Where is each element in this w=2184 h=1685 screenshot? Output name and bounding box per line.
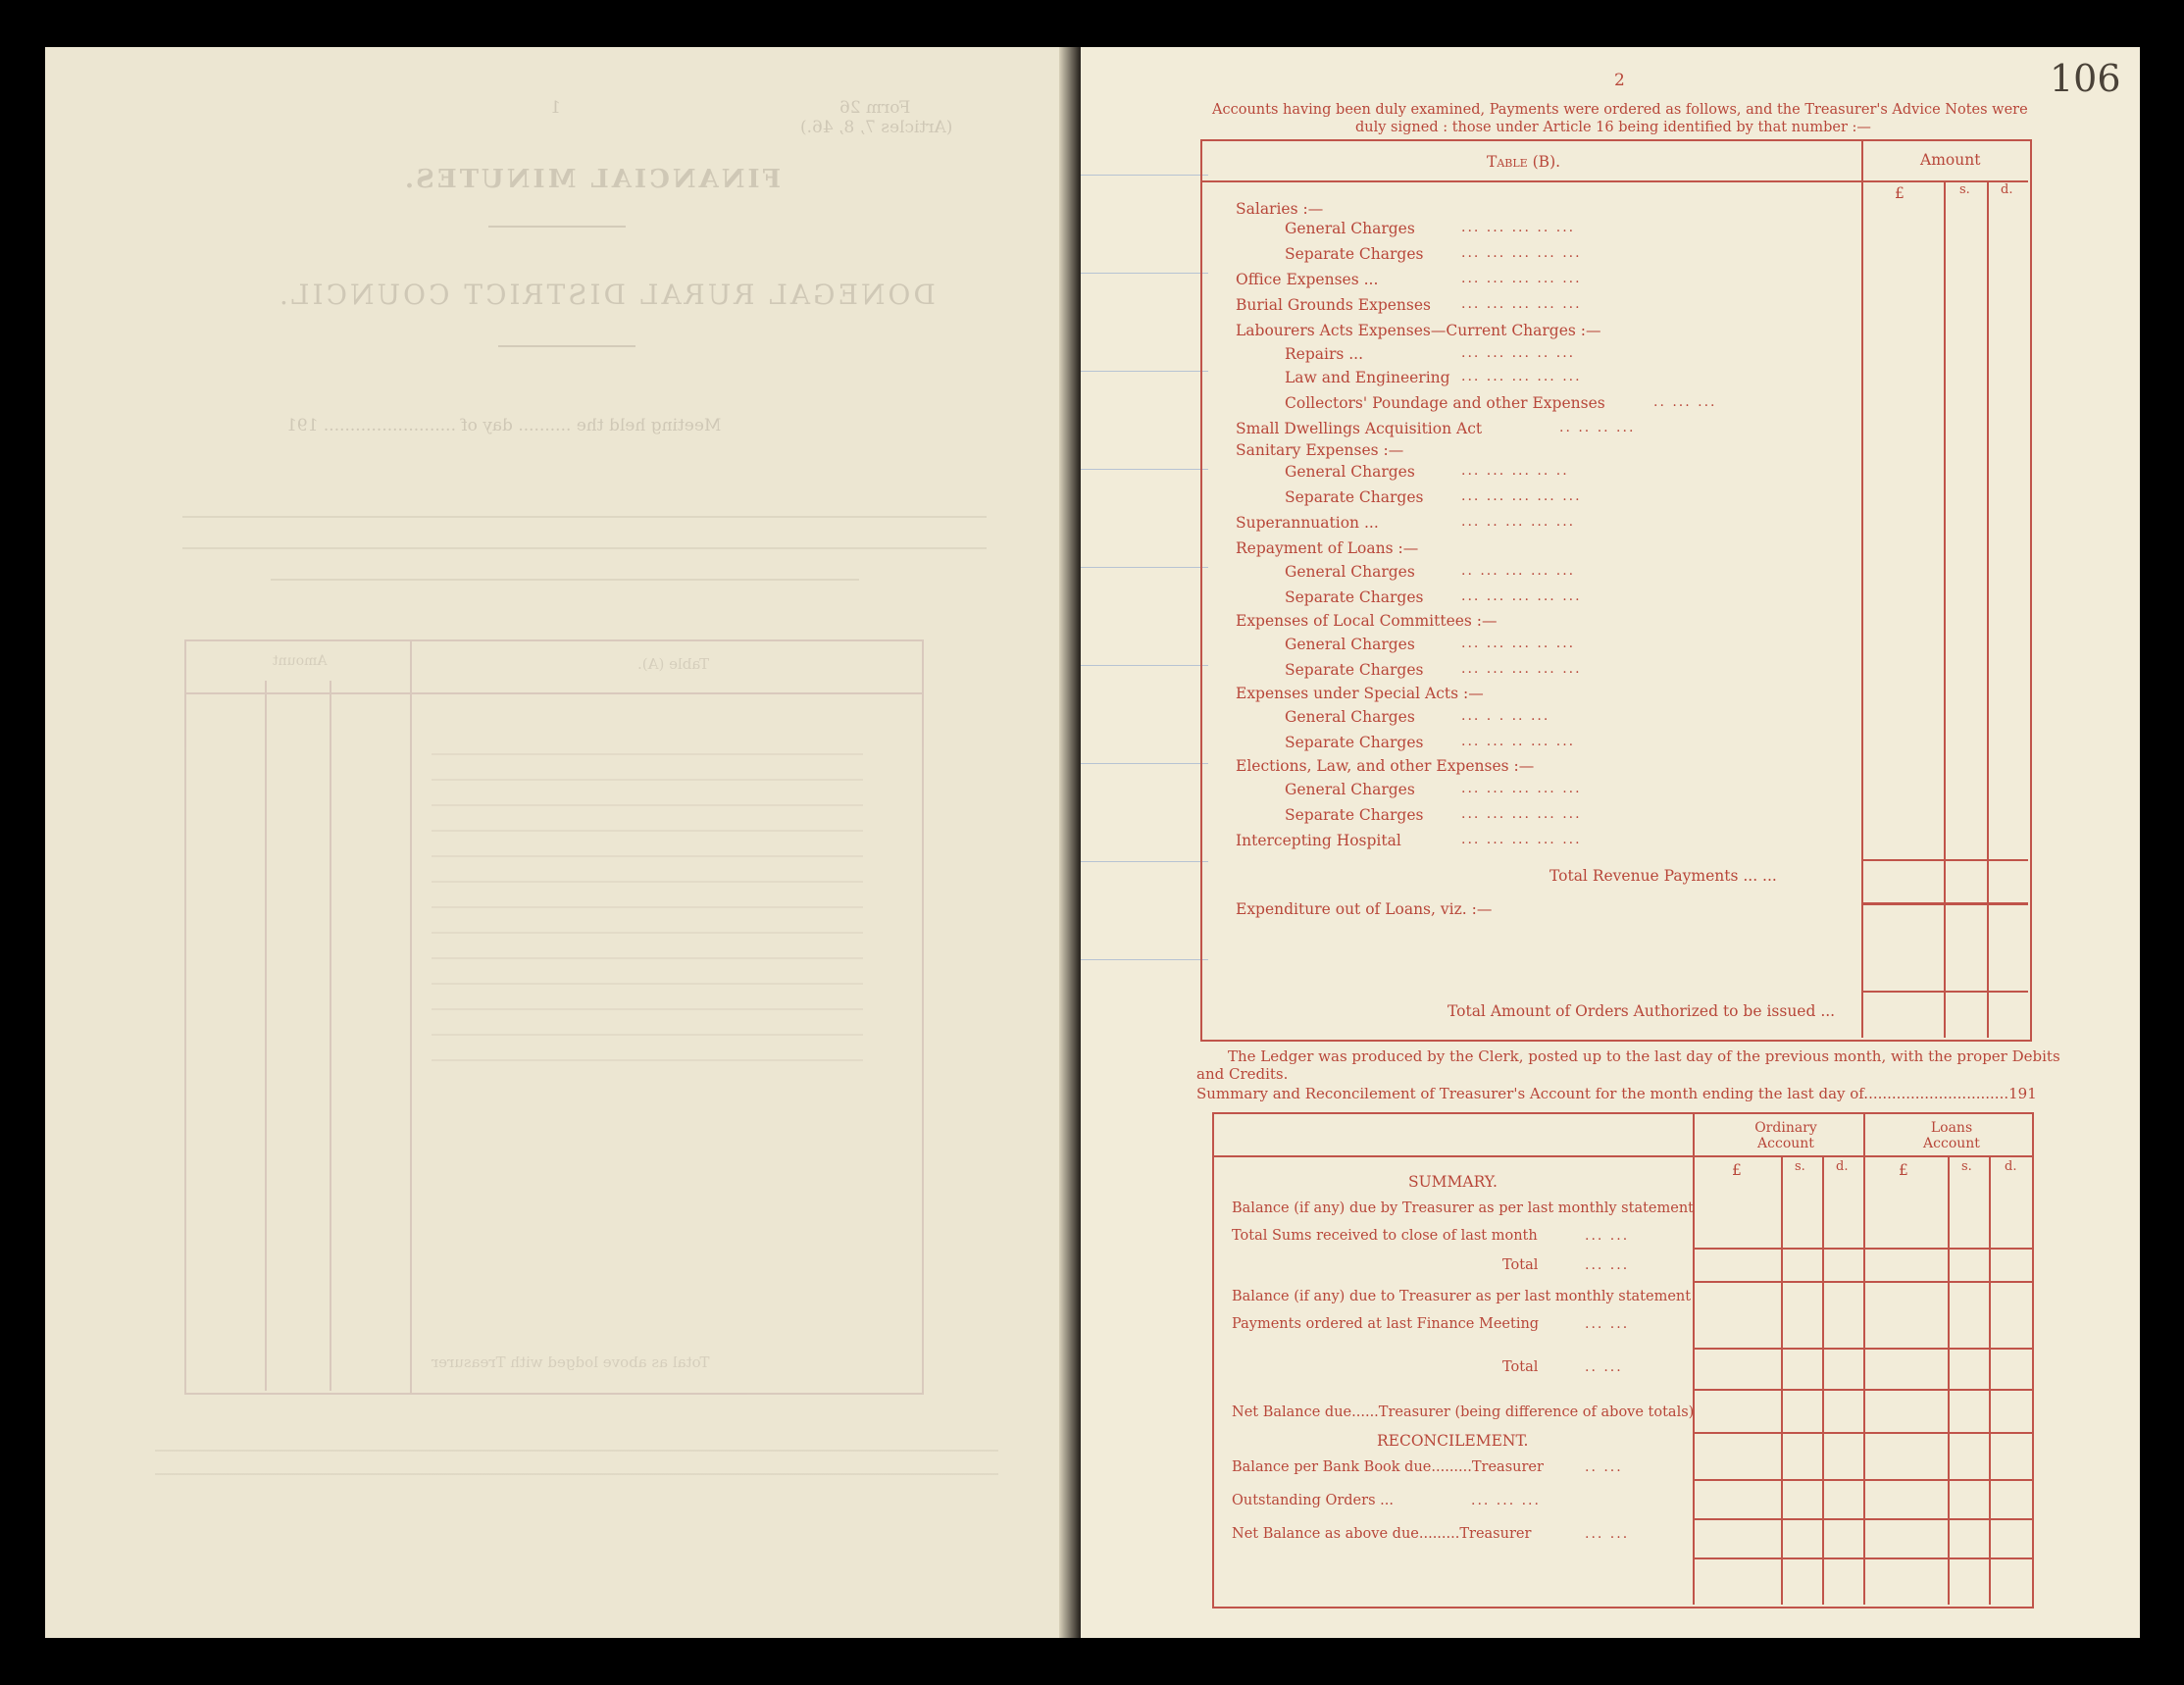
row-leader: ... ... ... ... ... [1461,781,1582,796]
row-leader: ... ... ... ... ... [1461,369,1582,384]
row-leader: ... ... ... ... ... [1461,588,1582,604]
row-label: Separate Charges [1285,806,1424,824]
row-label: Expenses of Local Committees :— [1236,612,1498,630]
left-paragraph [182,508,987,616]
ordinary-pence-header: d. [1836,1159,1849,1174]
row-label: Separate Charges [1285,245,1424,263]
left-meeting-line: Meeting held the .......... day of ......................... 191 [286,416,722,435]
row-leader: .. ... ... [1653,394,1717,410]
left-footer-paragraph [155,1428,998,1497]
summary-row-label: Balance (if any) due by Treasurer as per last monthly statement [1232,1200,1694,1216]
row-leader: ... . . .. ... [1461,708,1550,724]
summary-row-label: Total [1502,1257,1539,1273]
summary-row-label: Net Balance as above due.........Treasurer [1232,1526,1532,1542]
left-title: FINANCIAL MINUTES. [402,165,782,194]
row-label: General Charges [1285,636,1415,653]
ordinary-pounds-header: £ [1732,1161,1742,1179]
row-leader: ... ... ... .. ... [1461,636,1576,651]
table-b-title: Table (B). [1487,153,1561,171]
intro-line-1: Accounts having been duly examined, Payments were ordered as follows, and the Treasurer's Advice Notes were [1212,102,2028,118]
left-table-a [184,639,924,1395]
summary-row-label: Payments ordered at last Finance Meeting [1232,1316,1540,1332]
loans-expenditure-label: Expenditure out of Loans, viz. :— [1236,900,1493,918]
loans-shillings-header: s. [1961,1159,1972,1174]
row-leader: .. ... ... ... ... [1461,563,1576,579]
summary-row-leader: ... ... [1585,1228,1630,1244]
summary-row-leader: ... ... ... [1471,1493,1541,1508]
row-label: Elections, Law, and other Expenses :— [1236,757,1535,775]
row-leader: .. .. .. ... [1559,420,1636,435]
summary-row-leader: ... ... [1585,1257,1630,1273]
row-label: Burial Grounds Expenses [1236,296,1431,314]
left-table-a-amount: Amount [273,653,328,669]
ledger-line-1: The Ledger was produced by the Clerk, posted up to the last day of the previous month, with the proper Debits [1228,1047,2060,1065]
row-label: Sanitary Expenses :— [1236,441,1404,459]
total-revenue-payments: Total Revenue Payments ... ... [1549,867,1777,885]
summary-row-leader: .. ... [1585,1359,1623,1375]
row-label: Separate Charges [1285,488,1424,506]
total-orders-authorized: Total Amount of Orders Authorized to be issued ... [1448,1002,1836,1020]
row-label: Expenses under Special Acts :— [1236,685,1484,702]
left-title-rule [488,226,626,228]
row-label: General Charges [1285,563,1415,581]
ledger-line-2: and Credits. [1196,1065,1289,1083]
ordinary-account-header: Ordinary Account [1754,1120,1817,1151]
summary-row-label: Outstanding Orders ... [1232,1493,1394,1508]
row-label: Law and Engineering [1285,369,1450,386]
row-leader: ... ... ... ... ... [1461,296,1582,312]
row-leader: ... ... ... .. ... [1461,220,1576,235]
right-page [1081,47,2140,1638]
row-leader: ... ... ... ... ... [1461,245,1582,261]
row-leader: ... ... ... ... ... [1461,832,1582,847]
ordinary-shillings-header: s. [1795,1159,1805,1174]
left-table-a-title: Table (A). [637,655,710,673]
left-table-a-total: Total as above lodged with Treasurer [432,1353,710,1371]
loans-pounds-header: £ [1899,1161,1908,1179]
row-label: Separate Charges [1285,661,1424,679]
row-label: General Charges [1285,220,1415,237]
right-page-number: 2 [1614,71,1625,90]
left-form-number: Form 26 [839,98,911,118]
table-b-pence-header: d. [2001,182,2013,197]
summary-row-label: Total Sums received to close of last month [1232,1228,1538,1244]
row-leader: ... ... .. ... ... [1461,734,1576,749]
row-label: Repairs ... [1285,345,1364,363]
row-label: Repayment of Loans :— [1236,539,1419,557]
summary-row-label: Net Balance due......Treasurer (being difference of above totals) [1232,1404,1695,1420]
row-label: Superannuation ... [1236,514,1379,532]
folio-number: 106 [2050,57,2121,100]
table-b-amount-header: Amount [1920,151,1981,169]
row-label: General Charges [1285,781,1415,798]
row-label: Office Expenses ... [1236,271,1379,288]
row-leader: ... ... ... ... ... [1461,806,1582,822]
left-page-number: 1 [550,98,561,118]
summary-row-label: Balance per Bank Book due.........Treasurer [1232,1459,1544,1475]
row-label: General Charges [1285,708,1415,726]
summary-row-leader: ... ... [1585,1316,1630,1332]
summary-section-title: SUMMARY. [1408,1173,1498,1191]
summary-row-label: Total [1502,1359,1539,1375]
row-label: Collectors' Poundage and other Expenses [1285,394,1605,412]
row-label: Salaries :— [1236,200,1324,218]
left-council-rule [498,345,635,347]
row-leader: ... ... ... .. .. [1461,463,1569,479]
row-leader: ... ... ... ... ... [1461,661,1582,677]
left-article-ref: (Articles 7, 8, 46.) [800,118,953,137]
table-b-shillings-header: s. [1959,182,1970,197]
row-label: Separate Charges [1285,588,1424,606]
summary-row-leader: ... ... [1585,1526,1630,1542]
summary-row-label: Balance (if any) due to Treasurer as per last monthly statement [1232,1289,1692,1304]
row-leader: ... ... ... ... ... [1461,488,1582,504]
row-leader: ... .. ... ... ... [1461,514,1576,530]
loans-account-header: Loans Account [1923,1120,1980,1151]
reconcilement-section-title: RECONCILEMENT. [1377,1432,1529,1450]
row-label: Intercepting Hospital [1236,832,1401,849]
row-label: General Charges [1285,463,1415,481]
row-leader: ... ... ... .. ... [1461,345,1576,361]
row-label: Separate Charges [1285,734,1424,751]
summary-row-leader: .. ... [1585,1459,1623,1475]
intro-line-2: duly signed : those under Article 16 being identified by that number :— [1355,120,1871,135]
summary-heading-line: Summary and Reconcilement of Treasurer's Account for the month ending the last day of...............................191 [1196,1085,2037,1102]
left-page [45,47,1075,1638]
row-label: Labourers Acts Expenses—Current Charges :— [1236,322,1601,339]
left-council-name: DONEGAL RURAL DISTRICT COUNCIL. [277,279,936,311]
row-label: Small Dwellings Acquisition Act [1236,420,1483,437]
row-leader: ... ... ... ... ... [1461,271,1582,286]
loans-pence-header: d. [2005,1159,2017,1174]
table-b-pounds-header: £ [1895,184,1905,202]
